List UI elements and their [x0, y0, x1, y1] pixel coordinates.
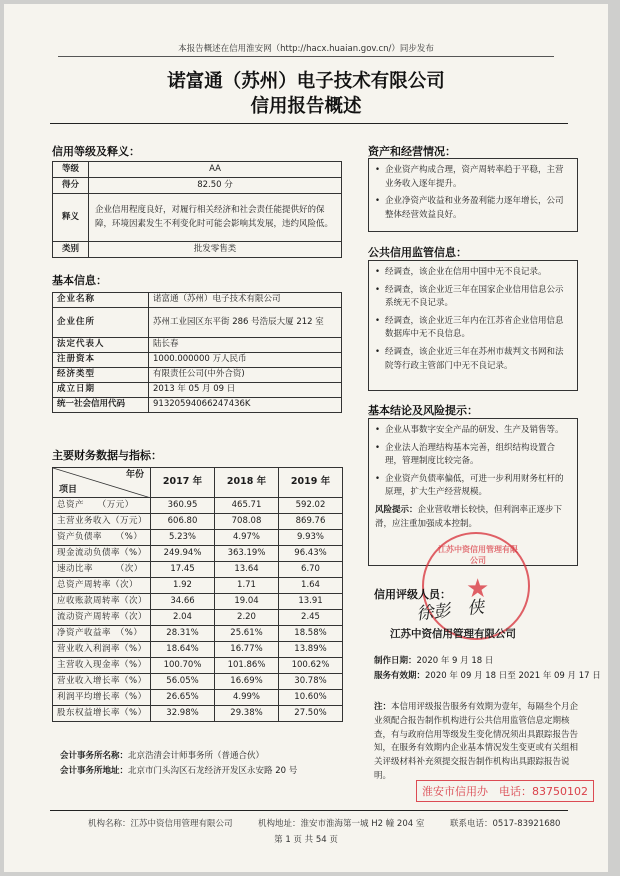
- metric-label: 营业收入利润率（%）: [53, 642, 151, 658]
- assets-box: [368, 158, 578, 232]
- firm-address-value: 北京市门头沟区石龙经济开发区永安路 20 号: [128, 766, 298, 776]
- metric-label: 总资产周转率（次）: [53, 578, 151, 594]
- risk-label: 风险提示：: [375, 504, 418, 515]
- metric-value: 34.66: [151, 594, 215, 610]
- bullet-icon: •: [375, 442, 381, 453]
- credit-grade-heading: 信用等级及释义：: [52, 145, 140, 158]
- footer-agency: 机构名称：江苏中资信用管理有限公司: [88, 819, 233, 829]
- list-item: • 经调查，该企业近三年内在江苏省企业信用信息数据库中无不良信息。: [375, 315, 564, 340]
- metric-value: 16.77%: [215, 642, 279, 658]
- table-row: [53, 498, 343, 514]
- metric-label: 利润平均增长率（%）: [53, 690, 151, 706]
- metric-value: 606.80: [151, 514, 215, 530]
- table-row: [53, 194, 342, 242]
- table-row: [53, 398, 342, 413]
- public-credit-heading: 公共信用监管信息：: [368, 246, 467, 259]
- firm-address-line: [60, 764, 297, 776]
- risk-tip: [373, 504, 571, 531]
- score-value: 82.50 分: [89, 178, 342, 194]
- basic-info-table: [52, 292, 342, 413]
- bullet-icon: •: [375, 315, 381, 326]
- table-row: [53, 293, 342, 308]
- metric-value: 56.05%: [151, 674, 215, 690]
- table-row: [53, 658, 343, 674]
- table-row: [53, 308, 342, 338]
- footer-divider: [50, 810, 568, 811]
- table-row: [53, 642, 343, 658]
- metric-value: 1.64: [279, 578, 343, 594]
- valid-period-line: 服务有效期：2020 年 09 月 18 日至 2021 年 09 月 17 日: [374, 671, 601, 681]
- public-credit-box: [368, 260, 578, 391]
- conclusion-heading: 基本结论及风险提示：: [368, 404, 478, 417]
- table-row: [53, 530, 343, 546]
- company-name-value: 诺富通（苏州）电子技术有限公司: [149, 293, 342, 308]
- signature: 徐彭 侠: [415, 597, 486, 625]
- definition-value: 企业信用程度良好，对履行相关经济和社会责任能提供好的保障，环境因素发生不利变化时可能会影响其发展，违约风险低。: [89, 194, 342, 242]
- bullet-icon: •: [375, 425, 381, 435]
- metric-label: 主营收入现金率（%）: [53, 658, 151, 674]
- metric-value: 18.58%: [279, 626, 343, 642]
- report-page: [4, 4, 608, 872]
- table-row: [53, 162, 342, 178]
- seal-star-icon: ★: [466, 574, 490, 604]
- list-item: • 经调查，该企业近三年在国家企业信用信息公示系统无不良记录。: [375, 284, 564, 309]
- credit-code-value: 91320594066247436K: [149, 398, 342, 413]
- metric-value: 101.86%: [215, 658, 279, 674]
- metric-value: 9.93%: [279, 530, 343, 546]
- metric-value: 1.71: [215, 578, 279, 594]
- credit-grade-table: [52, 161, 342, 258]
- capital-label: 注册资本: [53, 353, 149, 368]
- metric-value: 16.69%: [215, 674, 279, 690]
- founded-value: 2013 年 05 月 09 日: [149, 383, 342, 398]
- metric-value: 96.43%: [279, 546, 343, 562]
- notice-paragraph: [374, 701, 582, 784]
- table-row: [53, 690, 343, 706]
- metric-value: 708.08: [215, 514, 279, 530]
- bullet-icon: •: [375, 196, 381, 207]
- rating-staff-label: 信用评级人员：: [374, 588, 451, 601]
- metric-label: 资产负债率 （%）: [53, 530, 151, 546]
- table-row: [53, 338, 342, 353]
- grade-label: 等级: [53, 162, 89, 178]
- metric-label: 主营业务收入（万元）: [53, 514, 151, 530]
- list-item: • 企业从事数字安全产品的研发、生产及销售等。: [373, 424, 571, 438]
- list-item: • 企业法人治理结构基本完善，组织结构设置合理，管理制度比较完备。: [375, 442, 556, 467]
- item-header-label: 项目: [59, 484, 78, 495]
- company-title: 诺富通（苏州）电子技术有限公司: [167, 71, 445, 92]
- grade-value: AA: [89, 162, 342, 178]
- report-title: 信用报告概述: [250, 96, 362, 117]
- metric-value: 13.89%: [279, 642, 343, 658]
- risk-text: 企业营收增长较快，但利润率正逐步下滑，应注重加强成本控制。: [375, 504, 563, 529]
- metric-value: 25.61%: [215, 626, 279, 642]
- metric-value: 32.98%: [151, 706, 215, 722]
- category-value: 批发零售类: [89, 242, 342, 258]
- metric-value: 18.64%: [151, 642, 215, 658]
- metric-value: 17.45: [151, 562, 215, 578]
- table-row: [53, 674, 343, 690]
- title-divider: [50, 123, 568, 124]
- legal-rep-value: 陆长春: [149, 338, 342, 353]
- year-header: 2019 年: [279, 468, 343, 498]
- metric-value: 13.91: [279, 594, 343, 610]
- score-label: 得分: [53, 178, 89, 194]
- made-date-line: 制作日期：2020 年 9 月 18 日: [374, 656, 494, 666]
- capital-value: 1000.000000 万人民币: [149, 353, 342, 368]
- footer-address: 机构地址：淮安市淮海第一城 H2 幢 204 室: [258, 819, 425, 829]
- table-row: [53, 578, 343, 594]
- bullet-icon: •: [375, 284, 381, 295]
- list-item: • 企业资产负债率偏低，可进一步利用财务杠杆的原理，扩大生产经营规模。: [375, 473, 564, 498]
- metric-value: 869.76: [279, 514, 343, 530]
- credit-code-label: 统一社会信用代码: [53, 398, 149, 413]
- firm-name-value: 北京浩清会计师事务所（普通合伙）: [128, 751, 265, 761]
- firm-address-label: 会计事务所地址：: [60, 766, 129, 776]
- table-row: [53, 546, 343, 562]
- econ-type-label: 经济类型: [53, 368, 149, 383]
- metric-value: 5.23%: [151, 530, 215, 546]
- metric-value: 4.99%: [215, 690, 279, 706]
- metric-value: 13.64: [215, 562, 279, 578]
- metric-value: 29.38%: [215, 706, 279, 722]
- definition-label: 释义: [53, 194, 89, 242]
- metric-value: 26.65%: [151, 690, 215, 706]
- bullet-icon: •: [375, 473, 381, 484]
- address-label: 企业住所: [53, 308, 149, 338]
- metric-value: 100.62%: [279, 658, 343, 674]
- table-row: [53, 178, 342, 194]
- financial-table: [52, 467, 343, 722]
- list-item: • 经调查，该企业在信用中国中无不良记录。: [373, 266, 571, 280]
- metric-value: 19.04: [215, 594, 279, 610]
- metric-value: 28.31%: [151, 626, 215, 642]
- metric-label: 总资产 （万元）: [53, 498, 151, 514]
- bullet-icon: •: [375, 346, 381, 357]
- firm-name-line: [60, 749, 264, 761]
- publish-note: 本报告概述在信用淮安网（http://hacx.huaian.gov.cn/）同步发布: [178, 44, 434, 54]
- metric-value: 1.92: [151, 578, 215, 594]
- legal-rep-label: 法定代表人: [53, 338, 149, 353]
- header-divider: [58, 56, 554, 57]
- table-header-row: [53, 468, 343, 498]
- metric-value: 10.60%: [279, 690, 343, 706]
- table-row: [53, 706, 343, 722]
- metric-value: 27.50%: [279, 706, 343, 722]
- footer-phone: 联系电话：0517-83921680: [450, 819, 561, 829]
- notice-text: 本信用评级报告服务有效期为壹年，每隔叁个月企业须配合报告制作机构进行公共信用监管信息定期核查，有与政府信用等级发生变化情况须出具跟踪报告告知，在服务有效期内企业基本情况发生变更或有关组相关评级材料补充须提交报告制作机构出具跟踪报告说明。: [374, 702, 579, 781]
- metric-label: 现金流动负债率（%）: [53, 546, 151, 562]
- address-value: 苏州工业园区东平街 286 号浩辰大厦 212 室: [149, 308, 342, 338]
- firm-name-label: 会计事务所名称：: [60, 751, 129, 761]
- seal-text: 江苏中资信用管理有限公司: [438, 545, 518, 565]
- bullet-icon: •: [375, 165, 381, 175]
- table-row: [53, 594, 343, 610]
- category-label: 类别: [53, 242, 89, 258]
- assets-heading: 资产和经营情况：: [368, 145, 456, 158]
- table-row: [53, 368, 342, 383]
- metric-value: 2.45: [279, 610, 343, 626]
- metric-value: 592.02: [279, 498, 343, 514]
- table-row: [53, 383, 342, 398]
- metric-label: 股东权益增长率（%）: [53, 706, 151, 722]
- metric-label: 应收账款周转率（次）: [53, 594, 151, 610]
- bullet-icon: •: [375, 267, 381, 277]
- agency-name: 江苏中资信用管理有限公司: [390, 628, 516, 640]
- metric-value: 465.71: [215, 498, 279, 514]
- list-item: • 企业净资产收益和业务盈利能力逐年增长，公司整体经营效益良好。: [375, 196, 564, 220]
- founded-label: 成立日期: [53, 383, 149, 398]
- table-row: [53, 353, 342, 368]
- metric-value: 4.97%: [215, 530, 279, 546]
- list-item: • 企业资产构成合理，资产周转率趋于平稳，主营业务收入逐年提升。: [375, 165, 564, 189]
- financial-heading: 主要财务数据与指标：: [52, 449, 162, 462]
- metric-value: 30.78%: [279, 674, 343, 690]
- table-row: [53, 626, 343, 642]
- metric-label: 营业收入增长率（%）: [53, 674, 151, 690]
- table-row: [53, 562, 343, 578]
- company-name-label: 企业名称: [53, 293, 149, 308]
- table-row: [53, 242, 342, 258]
- metric-value: 100.70%: [151, 658, 215, 674]
- year-header-label: 年份: [125, 470, 144, 480]
- metric-value: 2.04: [151, 610, 215, 626]
- notice-label: 注：: [374, 702, 392, 712]
- metric-label: 流动资产周转率（次）: [53, 610, 151, 626]
- basic-info-heading: 基本信息：: [52, 274, 107, 287]
- econ-type-value: 有限责任公司(中外合资): [149, 368, 342, 383]
- metric-label: 净资产收益率 （%）: [53, 626, 151, 642]
- page-number: 第 1 页 共 54 页: [274, 835, 338, 845]
- diagonal-header-cell: [53, 468, 151, 498]
- metric-value: 2.20: [215, 610, 279, 626]
- year-header: 2018 年: [215, 468, 279, 498]
- table-row: [53, 610, 343, 626]
- metric-value: 363.19%: [215, 546, 279, 562]
- metric-value: 360.95: [151, 498, 215, 514]
- list-item: • 经调查，该企业近三年在苏州市裁判文书网和法院等行政主管部门中无不良记录。: [375, 346, 564, 371]
- table-row: [53, 514, 343, 530]
- metric-value: 249.94%: [151, 546, 215, 562]
- year-header: 2017 年: [151, 468, 215, 498]
- metric-value: 6.70: [279, 562, 343, 578]
- office-stamp: 淮安市信用办 电话：83750102: [416, 780, 594, 802]
- metric-label: 速动比率 （次）: [53, 562, 151, 578]
